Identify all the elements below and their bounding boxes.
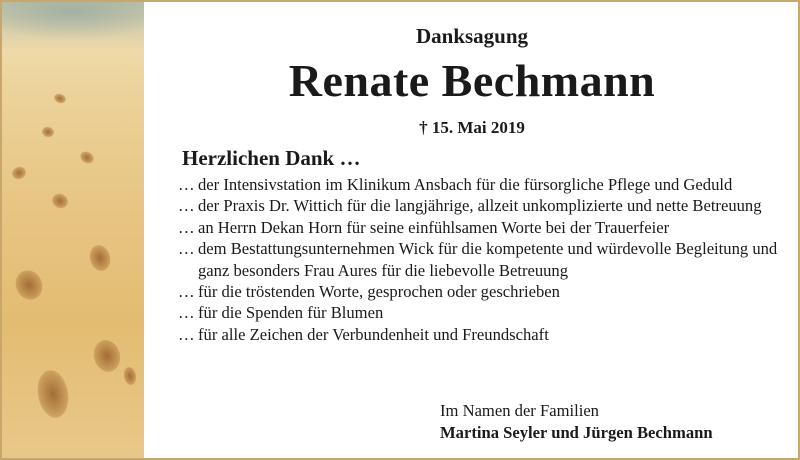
signature-block: [440, 400, 713, 444]
list-item: [178, 324, 798, 345]
notice-text: [144, 2, 800, 458]
list-item: [178, 281, 798, 302]
footprint: [34, 368, 72, 420]
ellipsis-marker: …: [178, 303, 195, 323]
notice-type: Danksagung: [415, 24, 529, 48]
ellipsis-marker: …: [178, 217, 195, 237]
list-item: [178, 238, 798, 281]
list-item: [178, 195, 798, 216]
ellipsis-marker: …: [178, 239, 195, 259]
thanks-list: [178, 174, 798, 345]
signature-line: Im Namen der Familien: [440, 401, 599, 420]
ellipsis-marker: …: [178, 324, 195, 344]
footprint: [11, 266, 47, 304]
death-date: † 15. Mai 2019: [419, 118, 525, 137]
deceased-name: Renate Bechmann: [288, 55, 656, 106]
list-item-text: für die tröstenden Worte, gesprochen oder geschrieben: [198, 282, 560, 302]
footprint: [10, 165, 27, 181]
beach-footprints-image: [2, 2, 144, 458]
signature-names: Martina Seyler und Jürgen Bechmann: [440, 423, 713, 442]
list-item: [178, 302, 798, 323]
ellipsis-marker: …: [178, 282, 195, 302]
footprint: [41, 126, 55, 139]
list-item-text: für die Spenden für Blumen: [198, 303, 384, 323]
footprint: [87, 243, 113, 273]
footprint: [90, 337, 123, 375]
footprint: [53, 92, 67, 105]
ellipsis-marker: …: [178, 196, 195, 216]
water-edge: [2, 2, 144, 52]
list-item: [178, 174, 798, 195]
thanks-heading: Herzlichen Dank …: [182, 146, 361, 170]
footprint: [50, 191, 70, 210]
list-item: [178, 217, 798, 238]
ellipsis-marker: …: [178, 175, 195, 194]
list-item-text: an Herrn Dekan Horn für seine einfühlsamen Worte bei der Trauerfeier: [198, 217, 670, 237]
list-item-text: der Intensivstation im Klinikum Ansbach für die fürsorgliche Pflege und Geduld: [198, 175, 733, 194]
footprint: [78, 149, 96, 166]
footprint: [123, 366, 138, 386]
list-item-text: für alle Zeichen der Verbundenheit und Freundschaft: [198, 324, 549, 344]
list-item-text: der Praxis Dr. Wittich für die langjährige, allzeit unkomplizierte und nette Betreuung: [198, 196, 762, 216]
list-item-text: dem Bestattungsunternehmen Wick für die kompetente und würdevolle Begleitung und ganz besonders Frau Aures für die liebevolle Betreuung: [198, 239, 778, 280]
